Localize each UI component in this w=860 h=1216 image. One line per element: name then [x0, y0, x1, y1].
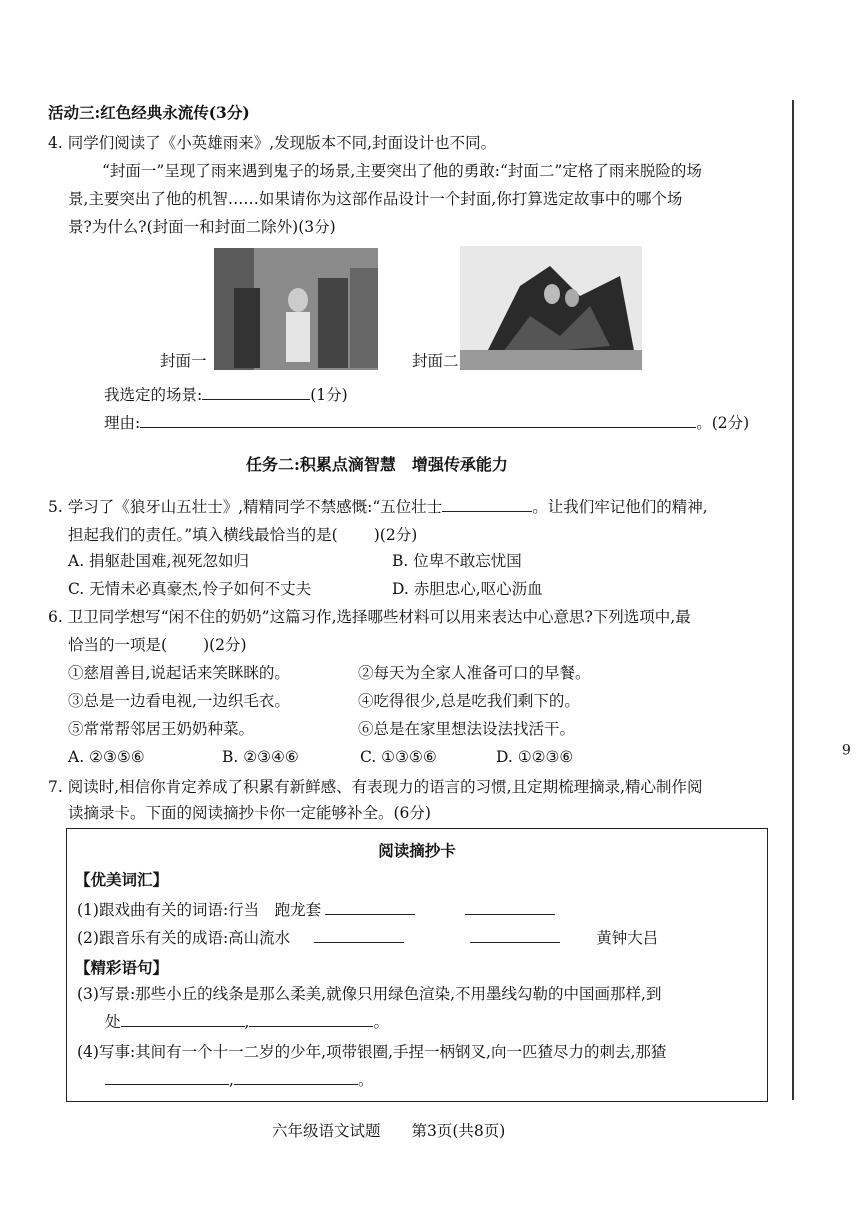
reason-label: 理由:: [104, 414, 141, 432]
card-item-2-text: (2)跟音乐有关的成语:高山流水: [77, 929, 291, 947]
q6-option-d: D. ①②③⑥: [496, 748, 574, 766]
cover-one-label: 封面一: [160, 352, 207, 370]
card-item-3-blank-1[interactable]: [121, 1012, 245, 1027]
q6-line2-start: 恰当的一项是(: [68, 636, 168, 654]
reason-row: [104, 412, 749, 434]
scene-blank[interactable]: [202, 385, 310, 400]
q7-line1: 7. 阅读时,相信你肯定养成了积累有新鲜感、有表现力的语言的习惯,且定期梳理摘录,精心制作阅: [48, 778, 703, 796]
q5-line1-end: 。让我们牢记他们的精神,: [532, 498, 708, 516]
q5-blank[interactable]: [442, 497, 532, 512]
card-item-1-blank-2[interactable]: [465, 900, 555, 915]
q5-option-d: D. 赤胆忠心,呕心沥血: [392, 580, 543, 598]
card-title: 阅读摘抄卡: [378, 841, 456, 860]
q6-line2: [68, 634, 247, 656]
card-section-sentences: 【精彩语句】: [75, 958, 169, 977]
scene-label: 我选定的场景:: [104, 386, 203, 404]
card-item-2-end: 黄钟大吕: [596, 929, 659, 947]
q6-option-a: A. ②③⑤⑥: [68, 748, 145, 766]
card-item-3-line1: (3)写景:那些小丘的线条是那么柔美,就像只用绿色渲染,不用墨线勾勒的中国画那样,到: [77, 985, 662, 1003]
card-item-3-blank-2[interactable]: [249, 1012, 373, 1027]
card-item-3-start: 处: [105, 1013, 121, 1031]
card-item-2-blank-1[interactable]: [314, 928, 404, 943]
page-footer: 六年级语文试题 第3页(共8页): [272, 1122, 506, 1140]
q5-option-b: B. 位卑不敢忘忧国: [392, 552, 522, 570]
card-item-2-blank-2[interactable]: [470, 928, 560, 943]
card-item-3-line2: [105, 1011, 389, 1033]
card-section-vocab: 【优美词汇】: [75, 870, 169, 889]
q5-line2-start: 担起我们的责任。”填入横线最恰当的是(: [68, 526, 338, 544]
q5-option-c: C. 无情未必真豪杰,怜子如何不丈夫: [68, 580, 312, 598]
q4-line1: 4. 同学们阅读了《小英雄雨来》,发现版本不同,封面设计也不同。: [48, 134, 497, 152]
q6-option-b: B. ②③④⑥: [222, 748, 299, 766]
card-item-3-end: 。: [373, 1013, 389, 1031]
card-item-1: [77, 899, 555, 921]
q5-line2: [68, 524, 417, 546]
card-item-4-line1: (4)写事:其间有一个十一二岁的少年,项带银圈,手捏一柄钢叉,向一匹猹尽力的刺去,那猹: [77, 1043, 667, 1061]
cover-one-image: [214, 248, 378, 370]
q7-line2: 读摘录卡。下面的阅读摘抄卡你一定能够补全。(6分): [68, 804, 431, 822]
q5-line1: [48, 496, 708, 518]
q6-line2-end: )(2分): [203, 636, 247, 654]
q6-item-6: ⑥总是在家里想法设法找活干。: [358, 720, 576, 738]
q4-line2: “封面一”呈现了雨来遇到鬼子的场景,主要突出了他的勇敢:“封面二”定格了雨来脱险的场: [102, 162, 702, 180]
card-item-4-blank-2[interactable]: [234, 1070, 358, 1085]
q4-line3: 景,主要突出了他的机智……如果请你为这部作品设计一个封面,你打算选定故事中的哪个场: [68, 190, 683, 208]
side-page-number: 6: [842, 740, 851, 756]
reason-blank[interactable]: [140, 413, 696, 428]
scene-row: [104, 384, 348, 406]
card-item-2: [77, 927, 658, 949]
q6-item-1: ①慈眉善目,说起话来笑眯眯的。: [68, 664, 290, 682]
card-item-1-text: (1)跟戏曲有关的词语:行当 跑龙套: [77, 901, 322, 919]
card-item-4-line2: [105, 1069, 373, 1091]
q6-item-5: ⑤常常帮邻居王奶奶种菜。: [68, 720, 255, 738]
reason-score: 。(2分): [696, 414, 750, 432]
q6-item-2: ②每天为全家人准备可口的早餐。: [358, 664, 591, 682]
card-item-1-blank-1[interactable]: [325, 900, 415, 915]
scene-score: (1分): [310, 386, 348, 404]
q5-line1-start: 5. 学习了《狼牙山五壮士》,精精同学不禁感慨:“五位壮士: [48, 498, 443, 516]
task2-title: 任务二:积累点滴智慧 增强传承能力: [246, 455, 508, 474]
activity3-title: 活动三:红色经典永流传(3分): [48, 103, 250, 122]
q5-line2-end: )(2分): [373, 526, 418, 544]
q6-item-4: ④吃得很少,总是吃我们剩下的。: [358, 692, 580, 710]
q6-line1: 6. 卫卫同学想写“闲不住的奶奶”这篇习作,选择哪些材料可以用来表达中心意思?下列选项中,最: [48, 608, 691, 626]
card-item-3-comma: ,: [244, 1013, 250, 1031]
card-item-4-blank-1[interactable]: [105, 1070, 229, 1085]
page-margin-line: [792, 100, 794, 1100]
card-item-4-comma: ,: [229, 1071, 234, 1089]
card-item-4-end: 。: [357, 1071, 374, 1089]
q4-line4: 景?为什么?(封面一和封面二除外)(3分): [68, 218, 336, 236]
cover-two-image: [460, 246, 642, 370]
q6-item-3: ③总是一边看电视,一边织毛衣。: [68, 692, 290, 710]
q6-option-c: C. ①③⑤⑥: [360, 748, 437, 766]
reading-excerpt-card: [66, 828, 768, 1102]
q5-option-a: A. 捐躯赴国难,视死忽如归: [68, 552, 249, 570]
cover-two-label: 封面二: [412, 352, 459, 370]
